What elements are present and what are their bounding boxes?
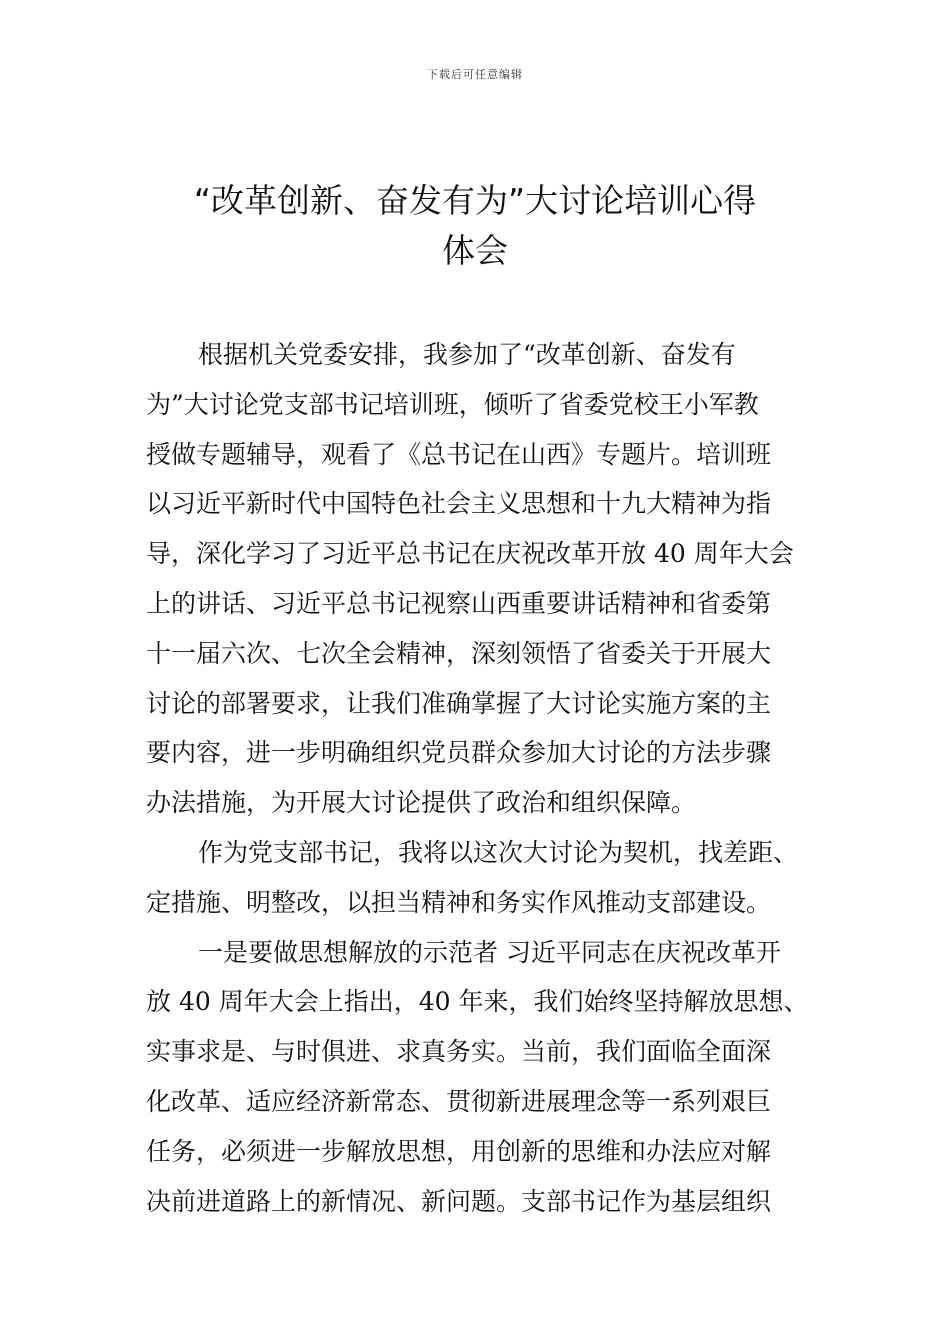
document-title xyxy=(140,176,810,276)
text-line: 决前进道路上的新情况、新问题。支部书记作为基层组织 xyxy=(146,1186,772,1216)
text-line: 化改革、适应经济新常态、贯彻新进展理念等一系列艰巨 xyxy=(146,1086,772,1116)
text-line: 为”大讨论党支部书记培训班，倾听了省委党校王小军教 xyxy=(146,389,759,419)
title-line: 体会 xyxy=(442,231,508,270)
text-line: 办法措施，为开展大讨论提供了政治和组织保障。 xyxy=(146,788,697,818)
text-line: 定措施、明整改，以担当精神和务实作风推动支部建设。 xyxy=(146,887,772,917)
text-line: 放 40 周年大会上指出，40 年来，我们始终坚持解放思想、 xyxy=(146,987,809,1017)
text-line: 实事求是、与时俱进、求真务实。当前，我们面临全面深 xyxy=(146,1037,772,1067)
text-line: 要内容，进一步明确组织党员群众参加大讨论的方法步骤 xyxy=(146,738,772,768)
text-line: 上的讲话、习近平总书记视察山西重要讲话精神和省委第 xyxy=(146,588,772,618)
text-line: 十一届六次、七次全会精神，深刻领悟了省委关于开展大 xyxy=(146,638,772,668)
page-header-note: 下载后可任意编辑 xyxy=(427,68,523,81)
text-line: 授做专题辅导，观看了《总书记在山西》专题片。培训班 xyxy=(146,439,772,469)
text-line: 导，深化学习了习近平总书记在庆祝改革开放 40 周年大会 xyxy=(146,539,794,569)
title-line: “改革创新、奋发有为”大讨论培训心得 xyxy=(193,181,757,220)
paragraph-3 xyxy=(146,928,826,1227)
text-line: 讨论的部署要求，让我们准确掌握了大讨论实施方案的主 xyxy=(146,688,772,718)
paragraph-1 xyxy=(146,330,826,828)
text-line: 任务，必须进一步解放思想，用创新的思维和办法应对解 xyxy=(146,1136,772,1166)
paragraph-2 xyxy=(146,828,826,928)
text-line: 根据机关党委安排，我参加了“改革创新、奋发有 xyxy=(198,340,736,369)
text-line: 一是要做思想解放的示范者 习近平同志在庆祝改革开 xyxy=(198,937,781,967)
text-line: 作为党支部书记，我将以这次大讨论为契机，找差距、 xyxy=(198,837,799,867)
document-body xyxy=(146,330,826,1226)
text-line: 以习近平新时代中国特色社会主义思想和十九大精神为指 xyxy=(146,489,772,519)
